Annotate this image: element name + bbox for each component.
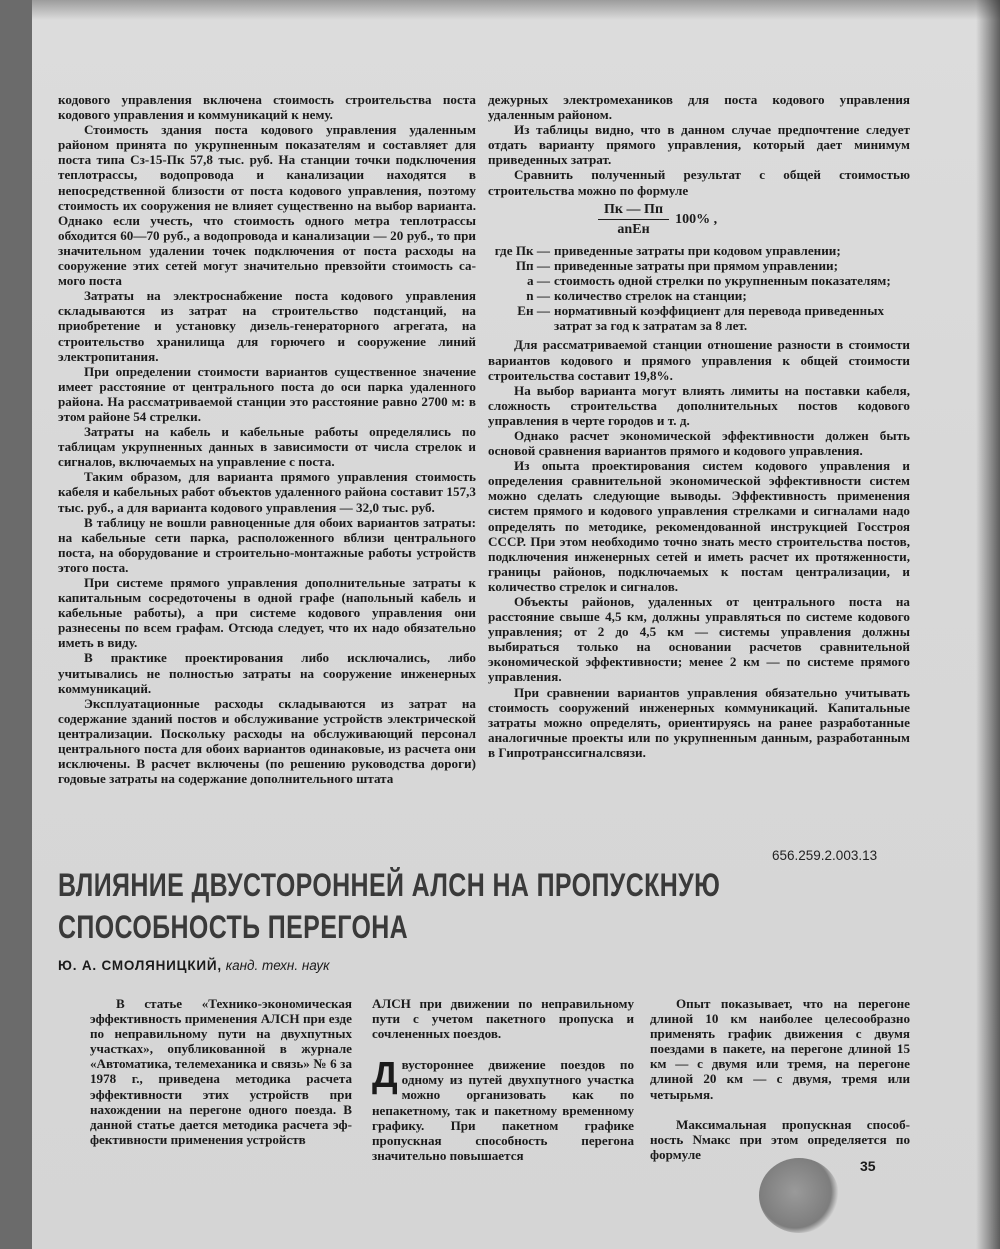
definition-symbol: где Пк — <box>494 242 550 258</box>
left-column-paragraph: Таким образом, для варианта прямого управления стоимость кабеля и кабельных работ объектов удаленного района составит 157,3 тыс. руб., а для варианта кодового управления — 32,0 тыс. руб. <box>58 469 476 515</box>
right-column-top-paragraphs <box>488 92 910 198</box>
definition-symbol: а — <box>527 273 550 289</box>
right-column-paragraph: Объекты районов, удаленных от центрального поста на расстояние свыше 4,5 км, должны управляться по системе кодового управления; от 2 до 4,5 км — системы управления должны выбираться только на основании расчетов сравнительной экономической эффективности; менее 2 км — по системе прямого управления. <box>488 594 910 685</box>
definition-symbol: n — <box>526 288 550 304</box>
right-column-paragraph: Из таблицы видно, что в данном случае предпочтение следует отдать варианту прямого управления, который дает минимум приведенных затрат. <box>488 122 910 168</box>
right-text-column <box>488 92 910 760</box>
article-column-2 <box>372 996 634 1163</box>
right-column-paragraph: Из опыта проектирования систем кодового управления и определения сравнительной экономической эффективности систем можно сделать следующие выводы. Эффективность применения систем прямого и кодового управления стрелками и сигналами надо определять по методике, рекомендованной инструкцией Госстроя СССР. При этом необходимо точно знать место строительства постов, подключения инженерных сетей и иметь расчет их протяженности, границы районов, подключаемых к постам централизации, и количество стрелок и сигналов. <box>488 458 910 594</box>
definition-row <box>488 258 910 273</box>
formula-numerator: Пк — Пп <box>598 202 669 220</box>
author-degree: канд. техн. наук <box>225 958 330 973</box>
left-column-paragraph: В практике проектирования либо исключались, либо учитывались не полностью затраты на сооружение инженерных коммуникаций. <box>58 650 476 696</box>
page-shadow-top <box>32 0 1000 20</box>
definition-row <box>488 273 910 288</box>
right-column-bottom-paragraphs <box>488 337 910 760</box>
definition-text: приведенные затраты при прямом управлении; <box>554 257 838 273</box>
left-text-column <box>58 92 476 786</box>
left-column-paragraph: Стоимость здания поста кодового управления удаленным районом принята по укрупненным показателям и составляет для поста типа Сз-15-Пк 57,8 тыс. руб. На станции точки подключения теплотрассы, водопровода и канализации находятся в непосредственной близости от поста кодового управления, поэтому стоимость их сооружения не влияет существенно на выбор варианта. Однако если учесть, что стоимость одного метра теплотрассы обходится 60—70 руб., а водопровода и канализации — 20 руб., то при значительном удалении точек подключения от поста расходы на сооружение этих сетей могут значительно превзойти стоимость самого поста <box>58 122 476 289</box>
page-number: 35 <box>860 1158 876 1174</box>
left-column-paragraph: При определении стоимости вариантов существенное значение имеет расстояние от центрального поста до оси парка удаленного района. На рассматриваемой станции это расстояние равно 2700 м: в этом районе 54 стрелки. <box>58 363 476 424</box>
article-title <box>58 864 721 948</box>
udc-code: 656.259.2.003.13 <box>772 848 878 863</box>
article-title-line-2: СПОСОБНОСТЬ ПЕРЕГОНА <box>58 909 409 945</box>
definition-row <box>488 243 910 258</box>
left-column-paragraph: В таблицу не вошли равноценные для обоих вариантов затраты: на кабельные сети парка, расположенного вблизи центрального поста, на оборудование и строительно-монтажные работы устройств этого поста. <box>58 514 476 575</box>
definition-row <box>488 303 910 333</box>
right-column-paragraph: На выбор варианта могут влиять лимиты на поставки кабеля, сложность строительства дополнительных постов кодового управления в черте городов и т. д. <box>488 382 910 428</box>
right-column-paragraph: Для рассматриваемой станции отношение разности в стоимости вариантов кодового и прямого управления к общей стоимости строительства составит 19,8%. <box>488 337 910 383</box>
article-col1-paragraph: В статье «Технико-экономическая эффективность применения АЛСН при езде по неправильному пути на двухпутных участках», опубликованной в журнале «Автоматика, телемеханика и связь» № 6 за 1978 г., приведена методика расчета эффективности этих устройств при нахождении на перегоне одного поезда. В данной статье дается методика расчета эффективности применения устройств <box>90 996 352 1147</box>
left-column-paragraph: кодового управления включена стоимость строительства поста кодового управления и коммуникаций к нему. <box>58 92 476 123</box>
author-byline <box>58 958 329 973</box>
article-column-3 <box>650 996 910 1162</box>
left-column-paragraph: Эксплуатационные расходы складываются из затрат на содержание зданий постов и обслуживание устройств электрической централизации. Поскольку расходы на обслуживающий персонал центрального поста для обоих вариантов одинаковые, из расчета они исключены. В расчет включены (по решению руководства дороги) годовые затраты на содержание дополнительного штата <box>58 695 476 787</box>
article-col2-paragraph-2 <box>372 1054 634 1163</box>
cost-ratio-formula <box>598 202 910 237</box>
formula-fraction <box>598 202 669 237</box>
author-name: Ю. А. СМОЛЯНИЦКИЙ, <box>58 958 222 973</box>
formula-suffix: 100% , <box>675 211 718 227</box>
drop-cap-letter: Д <box>372 1054 398 1096</box>
ink-stain <box>759 1158 839 1233</box>
right-column-paragraph: При сравнении вариантов управления обязательно учитывать стоимость сооружений инженерных коммуникаций. Капитальные затраты можно определять, ориентируясь на ранее разработанные аналогичные проекты или по укрупненным данным, разработанным в Гипротранссигналсвязи. <box>488 684 910 760</box>
definition-text: приведенные затраты при кодовом управлении; <box>554 242 841 258</box>
article-column-1 <box>90 996 352 1147</box>
left-column-paragraph: Затраты на электроснабжение поста кодового управления складываются из затрат на строительство подстанций, на приобретение и установку дизель-генераторного агрегата, на строительство хранилища для горючего и сооружение линий электропитания. <box>58 288 476 364</box>
left-column-paragraph: Затраты на кабель и кабельные работы определялись по таблицам укрупненных данных в зависимости от числа стрелок и сигналов, включаемых на управление с поста. <box>58 424 476 470</box>
article-col3-paragraph-2: Максимальная пропускная способность Nмакс при этом определяется по формуле <box>650 1116 910 1162</box>
definition-text: нормативный коэффициент для перевода приведенных затрат за год к затратам за 8 лет. <box>554 303 885 334</box>
definition-text: стоимость одной стрелки по укрупненным показателям; <box>554 273 891 289</box>
article-col2-paragraph-2-text: вустороннее движение поездов по одному из путей двухпутного участка можно организовать как по непакетному, так и пакетному временному графику. При пакетном графике пропускная способность перегона значительно повышается <box>372 1057 634 1163</box>
article-title-line-1: ВЛИЯНИЕ ДВУСТОРОННЕЙ АЛСН НА ПРОПУСКНУЮ <box>58 867 721 903</box>
left-column-paragraph: При системе прямого управления дополнительные затраты к капитальным сосредоточены в одной графе (напольный кабель и кабельные работы), а при системе кодового управления они разнесены по всем графам. Отсюда следует, что их надо обязательно иметь в виду. <box>58 575 476 651</box>
definition-text: количество стрелок на станции; <box>554 288 747 304</box>
right-column-paragraph: Однако расчет экономической эффективности должен быть основой сравнения вариантов прямого и кодового управления. <box>488 427 910 459</box>
definition-row <box>488 288 910 303</box>
article-col2-paragraph-1: АЛСН при движении по неправильному пути с учетом пакетного пропуска и сочлененных поездов. <box>372 996 634 1042</box>
definition-symbol: Ен — <box>517 303 550 319</box>
definition-symbol: Пп — <box>515 257 550 273</box>
formula-denominator: anЕн <box>617 221 650 237</box>
page-shadow-right <box>976 0 1000 1249</box>
formula-definitions <box>488 243 910 334</box>
right-column-paragraph: дежурных электромехаников для поста кодового управления удаленным районом. <box>488 92 910 123</box>
article-col3-paragraph-1: Опыт показывает, что на перегоне длиной 10 км наиболее целесообразно применять график движения с двумя поездами в пакете, на перегоне длиной 15 км — с двумя или тремя, на перегоне длиной 20 км — с двумя, тремя или четырьмя. <box>650 996 910 1102</box>
right-column-paragraph: Сравнить полученный результат с общей стоимостью строительства можно по формуле <box>488 167 910 198</box>
